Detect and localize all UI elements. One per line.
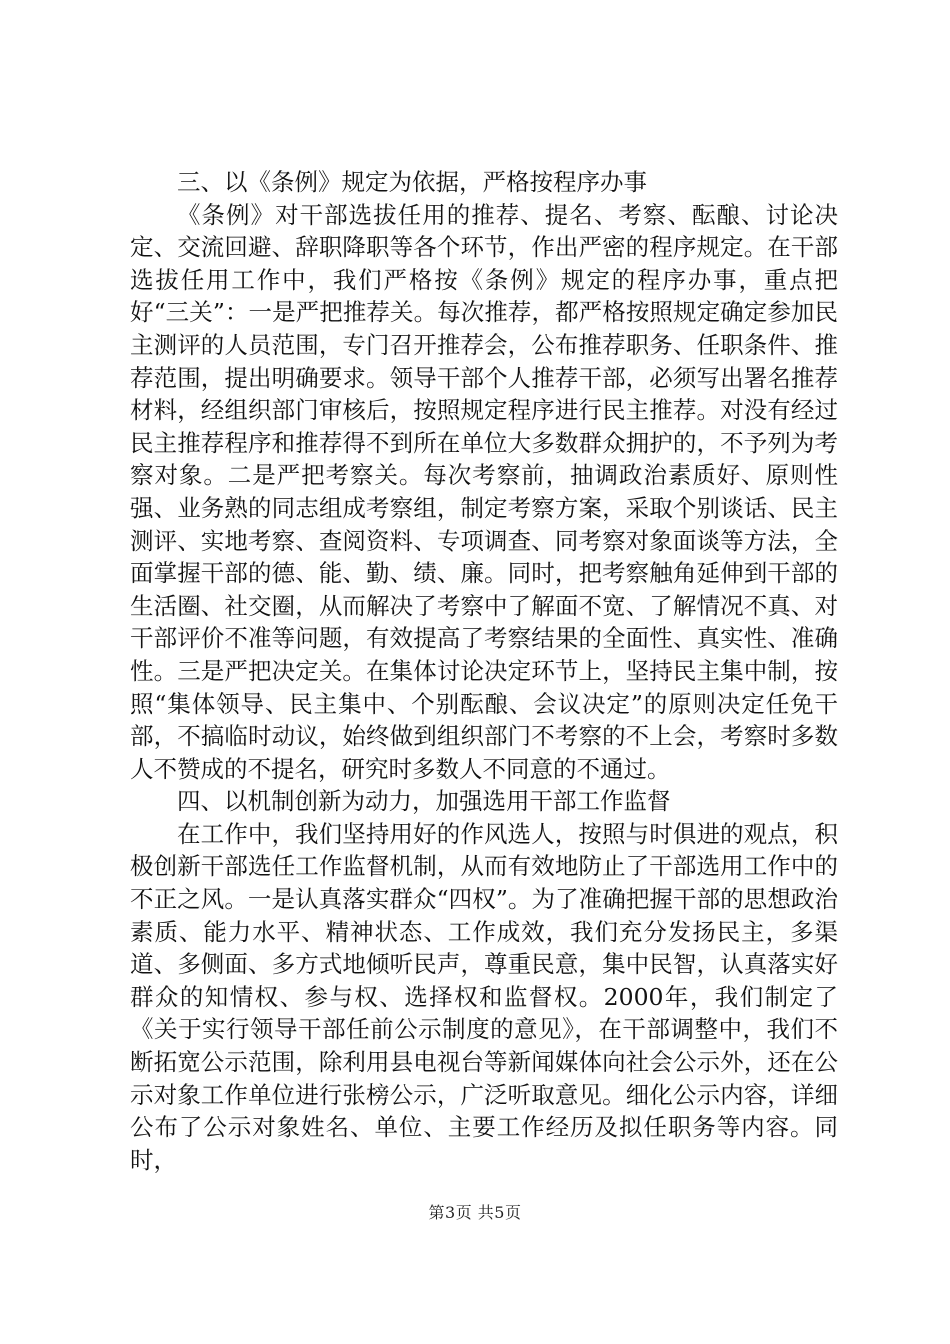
paragraph-3: 《条例》对干部选拔任用的推荐、提名、考察、酝酿、讨论决定、交流回避、辞职降职等各个环节，作出严密的程序规定。在干部选拔任用工作中，我们严格按《条例》规定的程序办事，重点把好“三关”：一是严把推荐关。每次推荐，都严格按照规定确定参加民主测评的人员范围，专门召开推荐会，公布推荐职务、任职条件、推荐范围，提出明确要求。领导干部个人推荐干部，必须写出署名推荐材料，经组织部门审核后，按照规定程序进行民主推荐。对没有经过民主推荐程序和推荐得不到所在单位大多数群众拥护的，不予列为考察对象。二是严把考察关。每次考察前，抽调政治素质好、原则性强、业务熟的同志组成考察组，制定考察方案，采取个别谈话、民主测评、实地考察、查阅资料、专项调查、同考察对象面谈等方法，全面掌握干部的德、能、勤、绩、廉。同时，把考察触角延伸到干部的生活圈、社交圈，从而解决了考察中了解面不宽、了解情况不真、对干部评价不准等问题，有效提高了考察结果的全面性、真实性、准确性。三是严把决定关。在集体讨论决定环节上，坚持民主集中制，按照“集体领导、民主集中、个别酝酿、会议决定”的原则决定任免干部，不搞临时动议，始终做到组织部门不考察的不上会，考察时多数人不赞成的不提名，研究时多数人不同意的不通过。 [130,200,838,783]
section-heading-4: 四、以机制创新为动力，加强选用干部工作监督 [177,787,671,816]
section-heading-3: 三、以《条例》规定为依据，严格按程序办事 [177,168,647,196]
paragraph-4: 在工作中，我们坚持用好的作风选人，按照与时俱进的观点，积极创新干部选任工作监督机制，从而有效地防止了干部选用工作中的不正之风。一是认真落实群众“四权”。为了准确把握干部的思想政治素质、能力水平、精神状态、工作成效，我们充分发扬民主，多渠道、多侧面、多方式地倾听民声，尊重民意，集中民智，认真落实好群众的知情权、参与权、选择权和监督权。2000年，我们制定了《关于实行领导干部任前公示制度的意见》，在干部调整中，我们不断拓宽公示范围，除利用县电视台等新闻媒体向社会公示外，还在公示对象工作单位进行张榜公示，广泛听取意见。细化公示内容，详细公布了公示对象姓名、单位、主要工作经历及拟任职务等内容。同时， [130,819,838,1174]
page-number-footer: 第3页 共5页 [428,1203,522,1222]
document-body [130,166,838,1176]
